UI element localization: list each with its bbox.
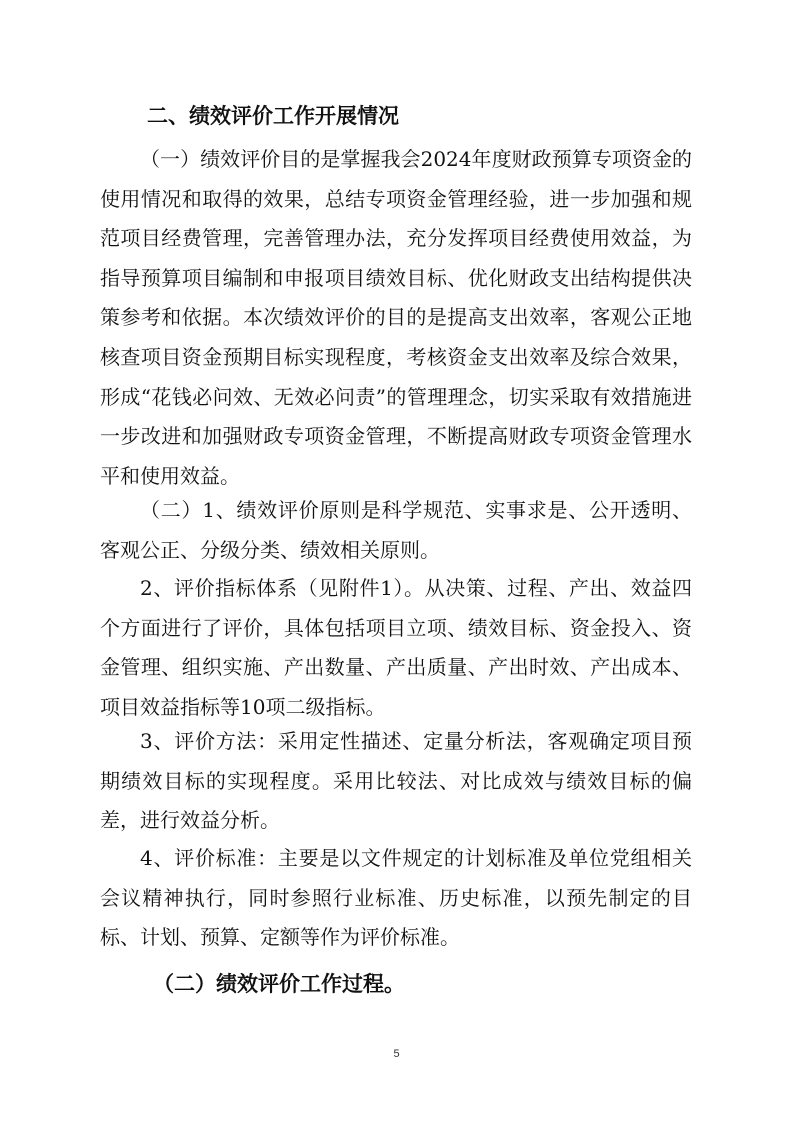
paragraph-evaluation-purpose: （一）绩效评价目的是掌握我会2024年度财政预算专项资金的使用情况和取得的效果，总结专项资金管理经验，进一步加强和规范项目经费管理，完善管理办法，充分发挥项目经费使用效益，为指导预算项目编制和申报项目绩效目标、优化财政支出结构提供决策参考和依据。本次绩效评价的目的是提高支出效率，客观公正地核查项目资金预期目标实现程度，考核资金支出效率及综合效果，形成“花钱必问效、无效必问责”的管理理念，切实采取有效措施进一步改进和加强财政专项资金管理，不断提高财政专项资金管理水平和使用效益。 — [100, 147, 692, 488]
sub-section-heading: （二）绩效评价工作过程。 — [153, 972, 405, 996]
paragraph-indicator-system: 2、评价指标体系（见附件1）。从决策、过程、产出、效益四个方面进行了评价，具体包括项目立项、绩效目标、资金投入、资金管理、组织实施、产出数量、产出质量、产出时效、产出成本、项目效益指标等10项二级指标。 — [100, 576, 692, 719]
paragraph-evaluation-method: 3、评价方法：采用定性描述、定量分析法，客观确定项目预期绩效目标的实现程度。采用比较法、对比成效与绩效目标的偏差，进行效益分析。 — [100, 729, 692, 833]
section-heading: 二、绩效评价工作开展情况 — [147, 104, 399, 128]
page-number: 5 — [393, 1048, 400, 1060]
paragraph-evaluation-standard: 4、评价标准：主要是以文件规定的计划标准及单位党组相关会议精神执行，同时参照行业标准、历史标准，以预先制定的目标、计划、预算、定额等作为评价标准。 — [100, 846, 692, 950]
paragraph-evaluation-principles: （二）1、绩效评价原则是科学规范、实事求是、公开透明、客观公正、分级分类、绩效相关原则。 — [100, 498, 692, 562]
